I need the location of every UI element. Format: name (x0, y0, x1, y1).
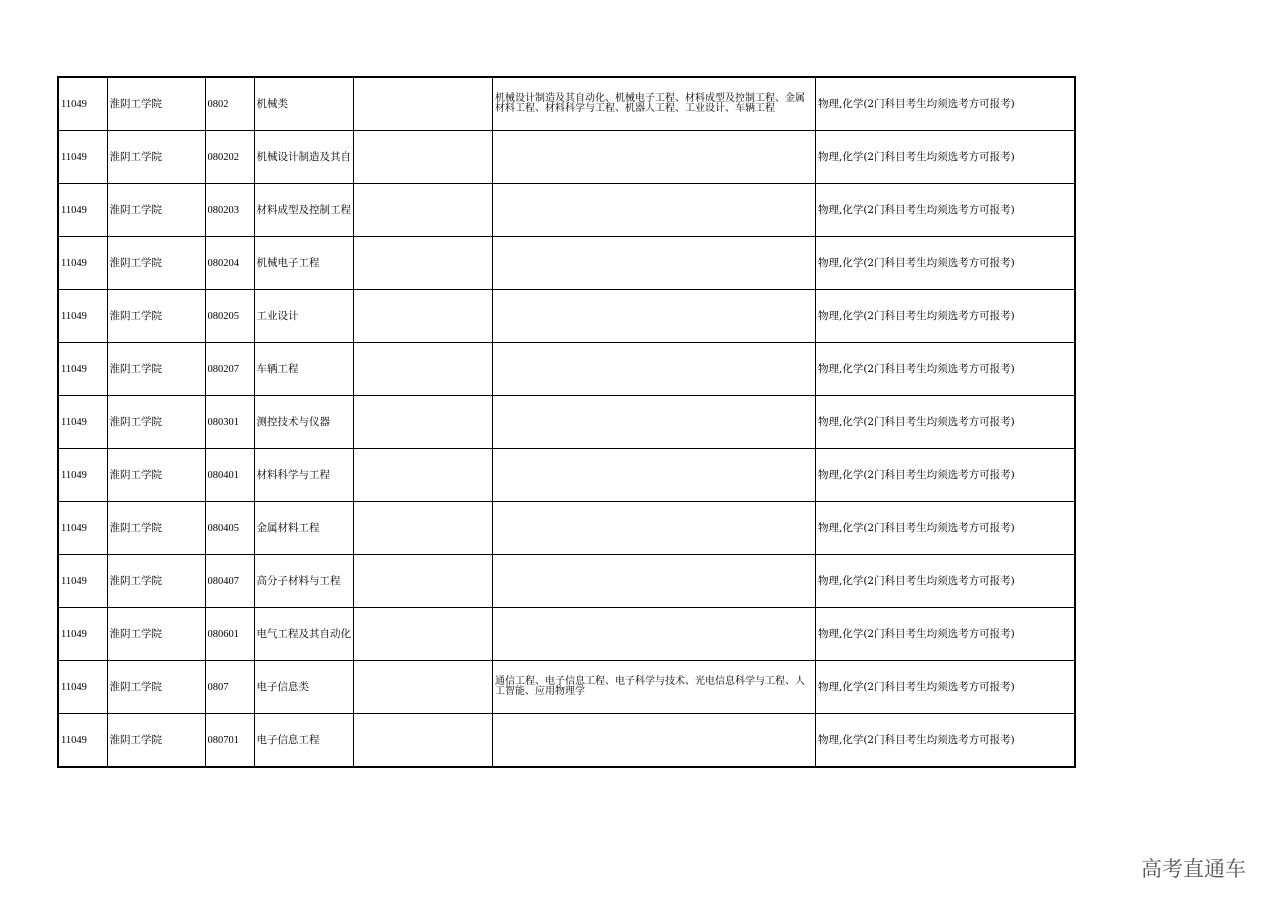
included-majors-cell: 通信工程、电子信息工程、电子科学与技术、光电信息科学与工程、人工智能、应用物理学 (493, 661, 816, 714)
blank-cell (354, 343, 493, 396)
subject-requirement-cell: 物理,化学(2门科目考生均须选考方可报考) (816, 396, 1075, 449)
major-code-cell: 080204 (205, 237, 254, 290)
watermark-logo: 高考直通车 (1141, 857, 1246, 881)
major-code-cell: 080405 (205, 502, 254, 555)
school-name-cell: 淮阴工学院 (107, 237, 205, 290)
subject-requirement-cell: 物理,化学(2门科目考生均须选考方可报考) (816, 502, 1075, 555)
table-row (58, 555, 1075, 608)
blank-cell (354, 77, 493, 131)
blank-cell (354, 449, 493, 502)
school-code-cell: 11049 (58, 449, 107, 502)
school-code-cell: 11049 (58, 661, 107, 714)
major-name-cell: 机械设计制造及其自 (254, 131, 354, 184)
school-name-cell: 淮阴工学院 (107, 502, 205, 555)
major-code-cell: 080601 (205, 608, 254, 661)
subject-requirement-cell: 物理,化学(2门科目考生均须选考方可报考) (816, 714, 1075, 768)
major-name-cell: 工业设计 (254, 290, 354, 343)
blank-cell (354, 555, 493, 608)
subject-requirement-cell: 物理,化学(2门科目考生均须选考方可报考) (816, 608, 1075, 661)
major-code-cell: 080205 (205, 290, 254, 343)
subject-requirement-cell: 物理,化学(2门科目考生均须选考方可报考) (816, 237, 1075, 290)
school-name-cell: 淮阴工学院 (107, 555, 205, 608)
blank-cell (354, 237, 493, 290)
subject-requirement-cell: 物理,化学(2门科目考生均须选考方可报考) (816, 449, 1075, 502)
included-majors-cell (493, 237, 816, 290)
major-code-cell: 080202 (205, 131, 254, 184)
blank-cell (354, 290, 493, 343)
table-row (58, 131, 1075, 184)
major-code-cell: 080701 (205, 714, 254, 768)
major-name-cell: 材料成型及控制工程 (254, 184, 354, 237)
included-majors-cell (493, 184, 816, 237)
included-majors-cell (493, 343, 816, 396)
table-row (58, 237, 1075, 290)
major-name-cell: 高分子材料与工程 (254, 555, 354, 608)
table-row (58, 502, 1075, 555)
school-name-cell: 淮阴工学院 (107, 184, 205, 237)
table-row (58, 608, 1075, 661)
school-name-cell: 淮阴工学院 (107, 290, 205, 343)
school-name-cell: 淮阴工学院 (107, 343, 205, 396)
school-code-cell: 11049 (58, 714, 107, 768)
table-row (58, 290, 1075, 343)
major-code-cell: 080203 (205, 184, 254, 237)
school-name-cell: 淮阴工学院 (107, 449, 205, 502)
included-majors-cell (493, 290, 816, 343)
blank-cell (354, 502, 493, 555)
included-majors-cell (493, 449, 816, 502)
school-name-cell: 淮阴工学院 (107, 396, 205, 449)
table-row (58, 661, 1075, 714)
table-row (58, 714, 1075, 768)
included-majors-cell (493, 608, 816, 661)
major-name-cell: 电气工程及其自动化 (254, 608, 354, 661)
school-name-cell: 淮阴工学院 (107, 714, 205, 768)
included-majors-cell: 机械设计制造及其自动化、机械电子工程、材料成型及控制工程、金属材料工程、材料科学与工程、机器人工程、工业设计、车辆工程 (493, 77, 816, 131)
school-name-cell: 淮阴工学院 (107, 661, 205, 714)
subject-requirement-cell: 物理,化学(2门科目考生均须选考方可报考) (816, 555, 1075, 608)
blank-cell (354, 184, 493, 237)
table-body (58, 77, 1075, 767)
requirements-table (57, 76, 1076, 768)
school-code-cell: 11049 (58, 77, 107, 131)
subject-requirement-cell: 物理,化学(2门科目考生均须选考方可报考) (816, 131, 1075, 184)
major-code-cell: 080301 (205, 396, 254, 449)
major-code-cell: 0807 (205, 661, 254, 714)
subject-requirement-cell: 物理,化学(2门科目考生均须选考方可报考) (816, 290, 1075, 343)
school-code-cell: 11049 (58, 237, 107, 290)
major-name-cell: 电子信息工程 (254, 714, 354, 768)
major-name-cell: 测控技术与仪器 (254, 396, 354, 449)
table-row (58, 343, 1075, 396)
school-code-cell: 11049 (58, 343, 107, 396)
included-majors-cell (493, 555, 816, 608)
major-code-cell: 080407 (205, 555, 254, 608)
included-majors-cell (493, 502, 816, 555)
included-majors-cell (493, 396, 816, 449)
school-code-cell: 11049 (58, 290, 107, 343)
included-majors-cell (493, 131, 816, 184)
blank-cell (354, 396, 493, 449)
major-name-cell: 电子信息类 (254, 661, 354, 714)
school-name-cell: 淮阴工学院 (107, 131, 205, 184)
table-row (58, 184, 1075, 237)
blank-cell (354, 608, 493, 661)
table-row (58, 449, 1075, 502)
subject-requirement-cell: 物理,化学(2门科目考生均须选考方可报考) (816, 184, 1075, 237)
school-code-cell: 11049 (58, 131, 107, 184)
blank-cell (354, 131, 493, 184)
major-code-cell: 080401 (205, 449, 254, 502)
subject-requirement-cell: 物理,化学(2门科目考生均须选考方可报考) (816, 343, 1075, 396)
major-name-cell: 车辆工程 (254, 343, 354, 396)
included-majors-cell (493, 714, 816, 768)
table-row (58, 396, 1075, 449)
blank-cell (354, 714, 493, 768)
school-code-cell: 11049 (58, 396, 107, 449)
blank-cell (354, 661, 493, 714)
subject-requirement-cell: 物理,化学(2门科目考生均须选考方可报考) (816, 661, 1075, 714)
major-name-cell: 材料科学与工程 (254, 449, 354, 502)
major-name-cell: 机械电子工程 (254, 237, 354, 290)
school-code-cell: 11049 (58, 555, 107, 608)
major-name-cell: 金属材料工程 (254, 502, 354, 555)
school-name-cell: 淮阴工学院 (107, 608, 205, 661)
table-row (58, 77, 1075, 131)
subject-requirement-cell: 物理,化学(2门科目考生均须选考方可报考) (816, 77, 1075, 131)
school-code-cell: 11049 (58, 184, 107, 237)
school-name-cell: 淮阴工学院 (107, 77, 205, 131)
major-code-cell: 080207 (205, 343, 254, 396)
school-code-cell: 11049 (58, 608, 107, 661)
major-code-cell: 0802 (205, 77, 254, 131)
school-code-cell: 11049 (58, 502, 107, 555)
major-name-cell: 机械类 (254, 77, 354, 131)
